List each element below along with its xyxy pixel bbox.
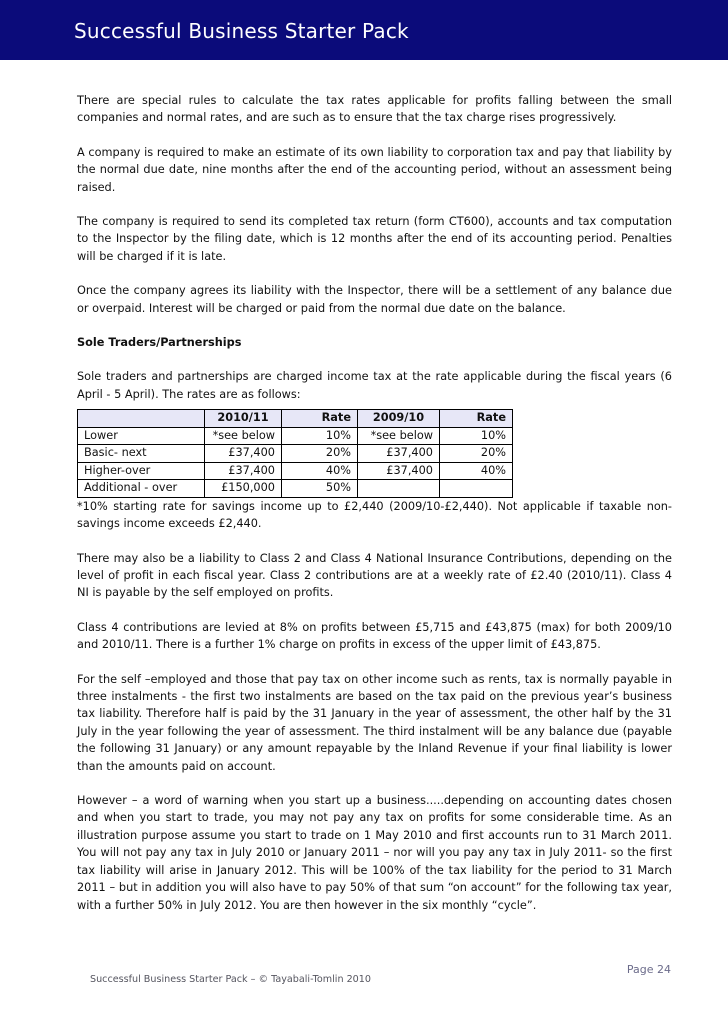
table-cell: £37,400 [205,445,282,463]
table-cell: 20% [440,445,513,463]
paragraph-9: However – a word of warning when you start up a business.....depending on accounting dates chosen and when you start to trade, you may not pay any tax on profits for some considerable time. As an illustration purpose assume you start to trade on 1 May 2010 and first accounts run to 31 March 2011. You will not pay any tax in July 2010 or January 2011 – nor will you pay any tax in July 2011- so the first tax liability will arise in January 2012. This will be 100% of the tax liability for the period to 31 March 2011 – but in addition you will also have to pay 50% of that sum “on account” for the following tax year, with a further 50% in July 2012. You are then however in the six monthly “cycle”. [77,794,672,912]
footer-copyright: Successful Business Starter Pack – © Tayabali-Tomlin 2010 [90,974,371,985]
page-number: Page 24 [626,963,671,976]
table-cell: 10% [282,427,358,445]
paragraph-6: There may also be a liability to Class 2 and Class 4 National Insurance Contributions, depending on the level of profit in each fiscal year. Class 2 contributions are at a weekly rate of £2.40 (2010/11). Class 4 NI is payable by the self employed on profits. [77,551,672,600]
table-header-cell: Rate [282,410,358,428]
paragraph-8: For the self –employed and those that pay tax on other income such as rents, tax is normally payable in three instalments - the first two instalments are based on the tax paid on the previous year’s business tax liability. Therefore half is paid by the 31 January in the year of assessment, the other half by the 31 July in the year following the year of assessment. The third instalment will be any balance due (payable the following 31 January) or any amount repayable by the Inland Revenue if your final liability is lower than the amounts paid on account. [77,672,672,773]
table-cell: £37,400 [358,445,440,463]
table-cell: Additional - over [78,480,205,498]
table-cell [440,480,513,498]
page-content [77,92,672,914]
table-cell: Lower [78,427,205,445]
table-row [78,462,513,480]
paragraph-1: There are special rules to calculate the tax rates applicable for profits falling between the small companies and normal rates, and are such as to ensure that the tax charge rises progressively. [77,94,672,125]
table-header-cell: 2009/10 [358,410,440,428]
table-header-row [78,410,513,428]
table-cell: 10% [440,427,513,445]
header-bar [0,0,728,60]
section-heading: Sole Traders/Partnerships [77,336,242,350]
table-cell: £150,000 [205,480,282,498]
tax-rates-table [77,409,513,498]
table-cell: 40% [282,462,358,480]
table-header-cell [78,410,205,428]
paragraph-4: Once the company agrees its liability with the Inspector, there will be a settlement of any balance due or overpaid. Interest will be charged or paid from the normal due date on the balance. [77,284,672,315]
table-row [78,427,513,445]
paragraph-3: The company is required to send its completed tax return (form CT600), accounts and tax computation to the Inspector by the filing date, which is 12 months after the end of its accounting period. Penalties will be charged if it is late. [77,215,672,263]
table-row [78,480,513,498]
table-header-cell: 2010/11 [205,410,282,428]
table-cell: *see below [358,427,440,445]
table-header-cell: Rate [440,410,513,428]
footnote: *10% starting rate for savings income up to £2,440 (2009/10-£2,440). Not applicable if taxable non-savings income exceeds £2,440. [77,499,672,531]
table-cell: 20% [282,445,358,463]
table-cell: Higher-over [78,462,205,480]
table-cell: 40% [440,462,513,480]
document-title: Successful Business Starter Pack [74,19,409,43]
paragraph-5: Sole traders and partnerships are charged income tax at the rate applicable during the fiscal years (6 April - 5 April). The rates are as follows: [77,370,672,401]
table-row [78,445,513,463]
table-cell: *see below [205,427,282,445]
table-cell: £37,400 [358,462,440,480]
table-cell: Basic- next [78,445,205,463]
table-cell: £37,400 [205,462,282,480]
paragraph-2: A company is required to make an estimate of its own liability to corporation tax and pay that liability by the normal due date, nine months after the end of the accounting period, without an assessment being raised. [77,145,672,194]
table-cell: 50% [282,480,358,498]
table-cell [358,480,440,498]
paragraph-7: Class 4 contributions are levied at 8% on profits between £5,715 and £43,875 (max) for both 2009/10 and 2010/11. There is a further 1% charge on profits in excess of the upper limit of £43,875. [77,620,672,652]
